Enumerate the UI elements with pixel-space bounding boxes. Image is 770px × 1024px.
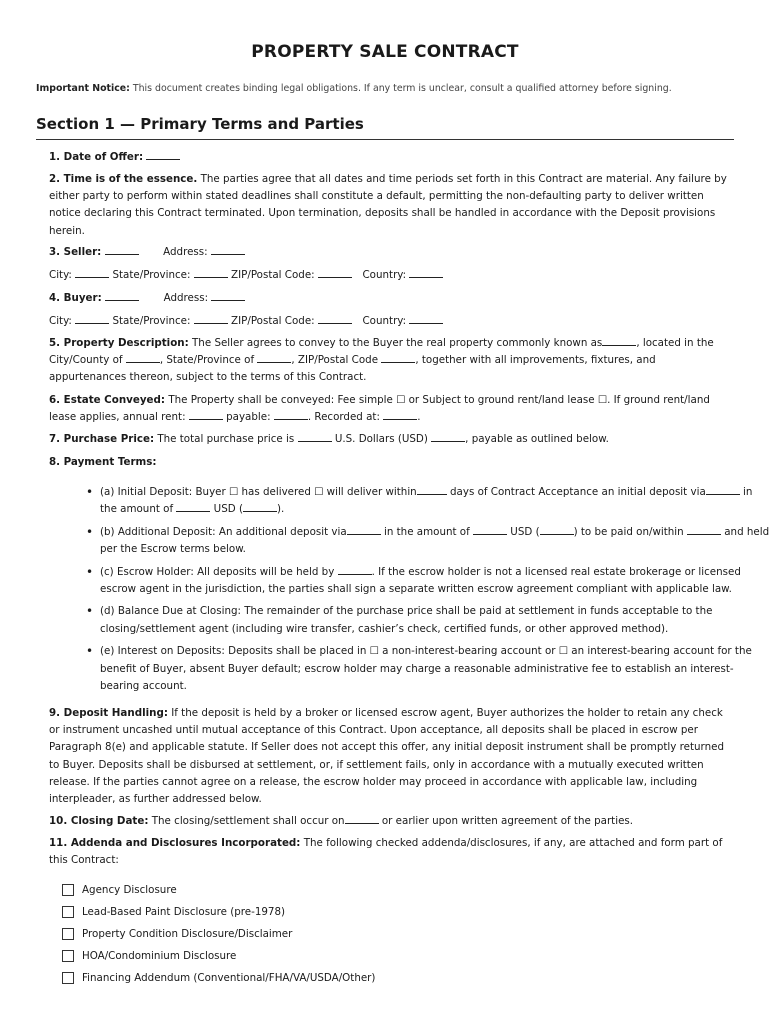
seller-zip-field[interactable] [318,267,352,278]
initial-deposit-text-4: USD ( [213,503,243,516]
purchase-price-words-field[interactable] [298,431,332,442]
lead-paint-checkbox[interactable] [62,906,74,918]
property-state-field[interactable] [257,352,291,363]
price-text-3: , payable as outlined below. [465,433,609,445]
date-of-offer-label: 1. Date of Offer: [49,151,144,163]
seller-state-field[interactable] [194,267,228,278]
property-description [49,335,735,387]
initial-deposit-text-3: in the amount of [100,486,753,516]
hoa-condo-label: HOA/Condominium Disclosure [82,950,237,962]
additional-deposit-amount-field[interactable] [473,524,507,535]
additional-deposit-text-2: in the amount of [383,525,470,538]
additional-deposit-text-5: and held per the Escrow terms below. [100,525,770,556]
seller-address-field[interactable] [211,244,245,255]
property-zip-field[interactable] [381,352,415,363]
buyer-row [49,290,735,307]
property-text-1: The Seller agrees to convey to the Buyer the real property commonly known as [192,337,603,349]
list-item [86,484,770,519]
property-known-as-field[interactable] [602,335,636,346]
initial-deposit-text-5: ). [276,503,285,516]
property-text-3: , State/Province of [159,354,255,367]
hoa-condo-checkbox[interactable] [62,950,74,962]
buyer-address-field[interactable] [211,290,245,301]
buyer-state-label: State/Province: [112,315,191,327]
closing-date-field[interactable] [345,813,379,824]
additional-deposit-text-4: ) to be paid on/within [573,525,684,538]
escrow-holder-text-2: . If the escrow holder is not a licensed real estate brokerage or licensed escrow agent in the jurisdiction, the parties shall sign a separate written escrow agreement compliant with applicable law. [100,565,741,596]
deposit-method-field[interactable] [706,484,740,495]
property-description-label: 5. Property Description: [49,337,189,349]
additional-deposit-method-field[interactable] [347,524,381,535]
buyer-zip-label: ZIP/Postal Code: [231,315,315,327]
seller-name-field[interactable] [105,244,139,255]
seller-city-field[interactable] [75,267,109,278]
agency-disclosure-checkbox[interactable] [62,884,74,896]
rent-payable-field[interactable] [274,409,308,420]
deposit-handling-label: 9. Deposit Handling: [49,707,168,719]
recorded-at-field[interactable] [383,409,417,420]
buyer-city-field[interactable] [75,313,109,324]
estate-conveyed-label: 6. Estate Conveyed: [49,394,166,406]
date-of-offer-field[interactable] [146,149,180,160]
estate-conveyed [49,392,735,426]
escrow-holder-field[interactable] [338,564,372,575]
property-city-field[interactable] [126,352,160,363]
notice-text: This document creates binding legal obligations. If any term is unclear, consult a qualified attorney before signing. [132,83,672,94]
time-of-essence-clause [49,171,735,240]
property-text-2: , located in the City/County of [49,337,714,367]
date-of-offer [49,149,735,166]
important-notice [36,83,734,94]
addenda-text: The following checked addenda/disclosures, if any, are attached and form part of this Contract: [49,837,723,867]
payment-terms-label: 8. Payment Terms: [49,456,157,468]
financing-addendum-label: Financing Addendum (Conventional/FHA/VA/USDA/Other) [82,972,376,984]
section-heading: Section 1 — Primary Terms and Parties [36,115,734,140]
property-text-5: , together with all improvements, fixtures, and appurtenances thereon, subject to the terms of this Contract. [49,354,656,384]
list-item [86,603,770,638]
purchase-price-label: 7. Purchase Price: [49,433,155,445]
buyer-country-label: Country: [362,315,407,327]
seller-state-label: State/Province: [112,269,191,281]
buyer-zip-field[interactable] [318,313,352,324]
property-text-4: , ZIP/Postal Code [291,354,379,367]
escrow-holder-text-1: (c) Escrow Holder: All deposits will be held by [100,565,335,578]
deposit-handling-text: If the deposit is held by a broker or licensed escrow agent, Buyer authorizes the holder to retain any check or instrument uncashed until mutual acceptance of this Contract. Upon acceptance, all deposits shall be placed in escrow per Paragraph 8(e) and applicable statute. If Seller does not accept this offer, any initial deposit instrument shall be promptly returned to Buyer. Deposits shall be disbursed at settlement, or, if settlement fails, only in accordance with a mutually executed written release. If the parties cannot agree on a release, the escrow holder may proceed in accordance with applicable law, including interpleader, as further addressed below. [49,707,724,806]
financing-addendum-checkbox[interactable] [62,972,74,984]
closing-date-text-1: The closing/settlement shall occur on [151,815,345,827]
annual-rent-field[interactable] [189,409,223,420]
addenda-disclosures [49,835,735,869]
property-condition-label: Property Condition Disclosure/Disclaimer [82,928,293,940]
seller-country-field[interactable] [409,267,443,278]
lead-paint-label: Lead-Based Paint Disclosure (pre-1978) [82,906,286,918]
seller-country-label: Country: [362,269,407,281]
time-of-essence-label: 2. Time is of the essence. [49,173,198,185]
estate-text-2: payable: [226,411,271,424]
closing-date-text-2: or earlier upon written agreement of the parties. [381,815,634,827]
seller-city-label: City: [49,269,72,281]
addenda-checklist [62,879,662,989]
buyer-city-label: City: [49,315,72,327]
list-item [86,524,770,559]
addenda-label: 11. Addenda and Disclosures Incorporated: [49,837,301,849]
seller-address-label: Address: [163,246,208,258]
payment-terms-heading [49,454,735,471]
list-item [86,564,770,599]
purchase-price-usd-field[interactable] [431,431,465,442]
deposit-amount-usd-field[interactable] [243,501,277,512]
closing-date-label: 10. Closing Date: [49,815,149,827]
estate-text-4: . [417,411,421,424]
document-title: PROPERTY SALE CONTRACT [251,42,519,62]
closing-date [49,813,735,830]
property-condition-checkbox[interactable] [62,928,74,940]
estate-text-3: . Recorded at: [307,411,380,424]
deposit-days-field[interactable] [417,484,447,495]
deposit-amount-words-field[interactable] [176,501,210,512]
list-item [62,945,662,967]
estate-text-1: The Property shall be conveyed: Fee simple ☐ or Subject to ground rent/land lease ☐. If ground rent/land lease applies, annual rent: [49,394,710,424]
additional-deposit-date-field[interactable] [687,524,721,535]
list-item [62,901,662,923]
list-item [62,879,662,901]
additional-deposit-text-1: (b) Additional Deposit: An additional deposit via [100,525,347,538]
additional-deposit-usd-field[interactable] [540,524,574,535]
seller-zip-label: ZIP/Postal Code: [231,269,315,281]
list-item [62,967,662,989]
interest-on-deposits-text: (e) Interest on Deposits: Deposits shall be placed in ☐ a non-interest-bearing account or ☐ an interest-bearing account for the benefit of Buyer, absent Buyer default; escrow holder may charge a reasonable administrative fee to establish an interest-bearing account. [100,645,752,693]
payment-terms-list [86,484,770,700]
buyer-address-label: Address: [163,292,209,304]
seller-row [49,244,735,261]
initial-deposit-text-1: (a) Initial Deposit: Buyer ☐ has delivered ☐ will deliver within [100,486,417,498]
buyer-state-field[interactable] [194,313,228,324]
buyer-name-field[interactable] [105,290,139,301]
buyer-location-row [49,313,735,330]
purchase-price [49,431,735,448]
list-item [86,643,770,695]
time-of-essence-text: The parties agree that all dates and time periods set forth in this Contract are material. Any failure by either party to perform within stated deadlines shall constitute a default, permitting the non-defaulting party to deliver written notice declaring this Contract terminated. Upon termination, deposits shall be handled in accordance with the Deposit provisions herein. [49,173,727,237]
buyer-label: 4. Buyer: [49,292,102,304]
agency-disclosure-label: Agency Disclosure [82,884,177,896]
notice-label: Important Notice: [36,83,130,94]
additional-deposit-text-3: USD ( [510,525,540,538]
initial-deposit-text-2: days of Contract Acceptance an initial deposit via [450,486,706,498]
balance-due-text: (d) Balance Due at Closing: The remainder of the purchase price shall be paid at settlement in funds acceptable to the closing/settlement agent (including wire transfer, cashier’s check, certified funds, or other approved method). [100,605,713,635]
deposit-handling [49,705,735,808]
seller-label: 3. Seller: [49,246,102,258]
price-text-2: U.S. Dollars (USD) [334,433,428,445]
seller-location-row [49,267,735,284]
list-item [62,923,662,945]
buyer-country-field[interactable] [409,313,443,324]
price-text-1: The total purchase price is [157,433,295,445]
